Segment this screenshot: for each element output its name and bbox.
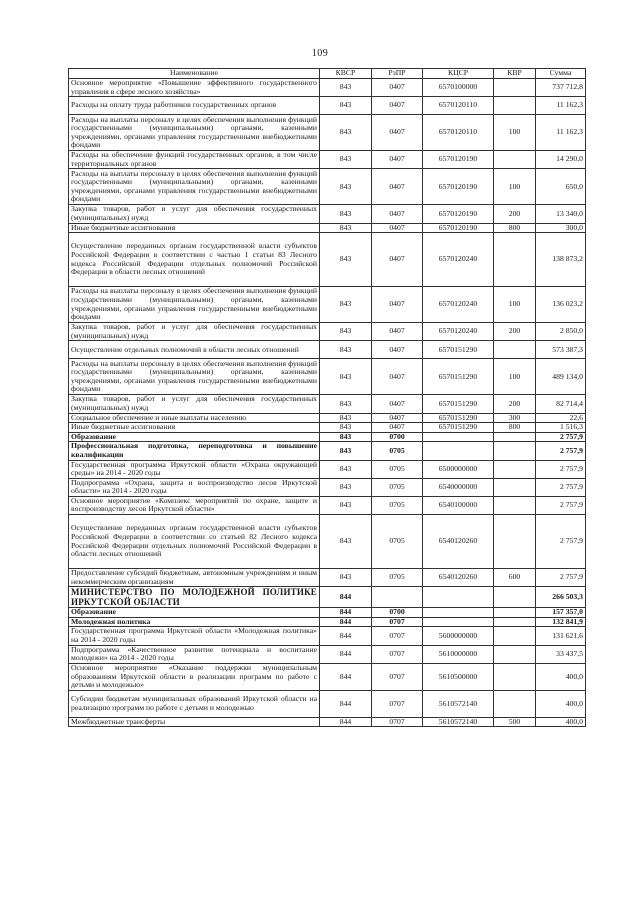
cell-kvr: 800 [494,423,536,433]
cell-name: МИНИСТЕРСТВО ПО МОЛОДЕЖНОЙ ПОЛИТИКЕ ИРКУТСКОЙ ОБЛАСТИ [69,587,320,608]
cell-kcsr: 6570120190 [423,223,494,233]
cell-kvsr: 843 [320,233,372,287]
table-row [69,287,586,323]
table-row [69,663,586,690]
cell-kvsr: 843 [320,442,372,460]
cell-kvr: 100 [494,287,536,323]
cell-rzpr: 0705 [372,569,423,587]
cell-kcsr [423,432,494,442]
cell-kvr [494,496,536,514]
table-row [69,627,586,645]
cell-kvsr: 843 [320,423,372,433]
cell-kvsr: 843 [320,478,372,496]
cell-kcsr: 6570151290 [423,359,494,395]
cell-kvr [494,690,536,717]
table-row [69,169,586,205]
cell-kcsr: 6570151290 [423,423,494,433]
cell-kvr [494,515,536,569]
cell-kvsr: 844 [320,717,372,727]
cell-kcsr [423,442,494,460]
cell-sum: 1 516,3 [536,423,586,433]
cell-kvr [494,151,536,169]
cell-rzpr: 0707 [372,690,423,717]
table-row [69,359,586,395]
cell-kvsr: 844 [320,608,372,618]
cell-name: Закупка товаров, работ и услуг для обеспечения государственных (муниципальных) нужд [69,395,320,413]
cell-name: Закупка товаров, работ и услуг для обеспечения государственных (муниципальных) нужд [69,323,320,341]
table-row [69,223,586,233]
cell-kcsr: 6570120240 [423,287,494,323]
cell-kvr: 800 [494,223,536,233]
cell-rzpr: 0407 [372,413,423,423]
cell-kvr: 500 [494,717,536,727]
cell-rzpr [372,587,423,608]
cell-rzpr: 0407 [372,287,423,323]
cell-rzpr: 0707 [372,645,423,663]
header-kvr: КВР [494,69,536,79]
cell-sum: 157 357,0 [536,608,586,618]
cell-sum: 138 873,2 [536,233,586,287]
cell-kvsr: 843 [320,359,372,395]
table-row [69,442,586,460]
cell-sum: 650,0 [536,169,586,205]
cell-kvr [494,478,536,496]
cell-name: Осуществление переданных органам государственной власти субъектов Российской Федерации в соответствии с частью 1 статьи 83 Лесного кодекса Российской Федерации отдельных полномочий Российской Федерации в области лесных отношений [69,233,320,287]
cell-kvr: 200 [494,323,536,341]
cell-rzpr: 0407 [372,151,423,169]
cell-kvr [494,663,536,690]
cell-name: Расходы на оплату труда работников государственных органов [69,97,320,115]
cell-name: Основное мероприятие «Оказание поддержки муниципальным образованиям Иркутской области в реализации программ по работе с детьми и молодежью» [69,663,320,690]
cell-kcsr: 6500000000 [423,460,494,478]
cell-rzpr: 0705 [372,460,423,478]
cell-name: Осуществление переданных органам государственной власти субъектов Российской Федерации в соответствии со статьей 82 Лесного кодекса Российской Федерации отдельных полномочий Российской Федерации в области лесных отношений [69,515,320,569]
cell-kcsr: 6570120190 [423,205,494,223]
header-kcsr: КЦСР [423,69,494,79]
cell-kvr [494,617,536,627]
cell-kvr [494,79,536,97]
cell-kcsr: 5610000000 [423,645,494,663]
table-row [69,423,586,433]
table-header-row [69,69,586,79]
cell-name: Государственная программа Иркутской области «Молодежная политика» на 2014 - 2020 годы [69,627,320,645]
cell-kvr: 300 [494,413,536,423]
cell-sum: 300,0 [536,223,586,233]
cell-rzpr: 0700 [372,432,423,442]
cell-sum: 400,0 [536,717,586,727]
table-row [69,97,586,115]
cell-kcsr: 6570151290 [423,413,494,423]
cell-sum: 13 340,0 [536,205,586,223]
cell-rzpr: 0707 [372,717,423,727]
cell-kvsr: 843 [320,79,372,97]
table-row [69,478,586,496]
cell-sum: 2 757,9 [536,478,586,496]
cell-kvsr: 843 [320,341,372,359]
cell-sum: 266 503,3 [536,587,586,608]
cell-kcsr: 6570120240 [423,323,494,341]
cell-kvsr: 843 [320,115,372,151]
cell-kvr [494,608,536,618]
cell-kcsr: 5610572140 [423,717,494,727]
cell-kvr: 100 [494,115,536,151]
cell-name: Субсидии бюджетам муниципальных образований Иркутской области на реализацию программ по работе с детьми и молодежью [69,690,320,717]
cell-name: Образование [69,608,320,618]
cell-rzpr: 0707 [372,627,423,645]
cell-kvsr: 844 [320,587,372,608]
cell-kvsr: 843 [320,515,372,569]
cell-name: Расходы на выплаты персоналу в целях обеспечения выполнения функций государственными (муниципальными) органами, казенными учреждениями, органами управления государственными внебюджетными фондами [69,287,320,323]
cell-kcsr: 5600000000 [423,627,494,645]
cell-rzpr: 0407 [372,169,423,205]
cell-sum: 131 621,6 [536,627,586,645]
cell-rzpr: 0407 [372,423,423,433]
cell-name: Иные бюджетные ассигнования [69,423,320,433]
header-kvsr: КВСР [320,69,372,79]
cell-kvsr: 843 [320,287,372,323]
cell-kvsr: 843 [320,323,372,341]
cell-rzpr: 0707 [372,617,423,627]
cell-sum: 2 757,9 [536,432,586,442]
cell-name: Осуществление отдельных полномочий в области лесных отношений [69,341,320,359]
cell-name: Иные бюджетные ассигнования [69,223,320,233]
cell-kcsr: 6540120260 [423,515,494,569]
cell-name: Молодежная политика [69,617,320,627]
cell-kcsr: 6540120260 [423,569,494,587]
cell-sum: 2 757,9 [536,569,586,587]
table-row [69,569,586,587]
cell-sum: 14 290,0 [536,151,586,169]
table-row [69,151,586,169]
cell-kvsr: 843 [320,496,372,514]
header-name: Наименование [69,69,320,79]
table-row [69,515,586,569]
cell-sum: 136 023,2 [536,287,586,323]
cell-rzpr: 0407 [372,395,423,413]
cell-kcsr: 6570151290 [423,395,494,413]
cell-kvsr: 843 [320,97,372,115]
cell-rzpr: 0705 [372,496,423,514]
table-row [69,690,586,717]
cell-sum: 400,0 [536,690,586,717]
cell-kvr [494,341,536,359]
cell-rzpr: 0407 [372,205,423,223]
cell-name: Государственная программа Иркутской области «Охрана окружающей среды» на 2014 - 2020 годы [69,460,320,478]
cell-name: Социальное обеспечение и иные выплаты населению [69,413,320,423]
cell-name: Подпрограмма «Охрана, защита и воспроизводство лесов Иркутской области» на 2014 - 2020 годы [69,478,320,496]
cell-kcsr [423,608,494,618]
cell-kvsr: 844 [320,663,372,690]
table-row [69,341,586,359]
cell-rzpr: 0705 [372,442,423,460]
cell-kvr: 100 [494,169,536,205]
table-row [69,608,586,618]
cell-kvsr: 843 [320,569,372,587]
cell-kvr [494,442,536,460]
cell-kcsr: 6570120110 [423,115,494,151]
cell-rzpr: 0407 [372,97,423,115]
table-row [69,233,586,287]
cell-kcsr: 6570120110 [423,97,494,115]
table-row [69,617,586,627]
cell-kcsr: 5610572140 [423,690,494,717]
table-row [69,79,586,97]
cell-name: Расходы на выплаты персоналу в целях обеспечения выполнения функций государственными (муниципальными) органами, казенными учреждениями, органами управления государственными внебюджетными фондами [69,359,320,395]
cell-kvr: 600 [494,569,536,587]
cell-kvsr: 844 [320,617,372,627]
cell-kvr: 200 [494,205,536,223]
cell-kcsr: 5610500000 [423,663,494,690]
cell-sum: 573 387,3 [536,341,586,359]
cell-kvr: 100 [494,359,536,395]
cell-sum: 2 850,0 [536,323,586,341]
table-row [69,432,586,442]
cell-kcsr [423,587,494,608]
cell-kcsr: 6570100000 [423,79,494,97]
table-row [69,496,586,514]
table-row [69,413,586,423]
cell-sum: 33 437,5 [536,645,586,663]
cell-sum: 2 757,9 [536,496,586,514]
cell-kvsr: 843 [320,413,372,423]
cell-rzpr: 0407 [372,79,423,97]
cell-name: Расходы на выплаты персоналу в целях обеспечения выполнения функций государственными (муниципальными) органами, казенными учреждениями, органами управления государственными внебюджетными фондами [69,169,320,205]
cell-kcsr: 6570120190 [423,151,494,169]
cell-kvsr: 843 [320,223,372,233]
cell-name: Межбюджетные трансферты [69,717,320,727]
cell-rzpr: 0407 [372,115,423,151]
table-row [69,717,586,727]
cell-rzpr: 0407 [372,341,423,359]
cell-name: Расходы на выплаты персоналу в целях обеспечения выполнения функций государственными (муниципальными) органами, казенными учреждениями, органами управления государственными внебюджетными фондами [69,115,320,151]
cell-rzpr: 0707 [372,663,423,690]
table-row [69,205,586,223]
cell-name: Основное мероприятие «Повышение эффективного государственного управления в сфере лесного хозяйства» [69,79,320,97]
cell-sum: 82 714,4 [536,395,586,413]
cell-rzpr: 0705 [372,515,423,569]
table-row [69,645,586,663]
header-sum: Сумма [536,69,586,79]
cell-kvr [494,587,536,608]
cell-rzpr: 0407 [372,233,423,287]
cell-kcsr: 6540100000 [423,496,494,514]
table-row [69,115,586,151]
cell-kcsr [423,617,494,627]
cell-name: Расходы на обеспечение функций государственных органов, в том числе территориальных органов [69,151,320,169]
cell-sum: 2 757,9 [536,460,586,478]
cell-kcsr: 6570120190 [423,169,494,205]
header-rzpr: РзПР [372,69,423,79]
cell-sum: 11 162,3 [536,115,586,151]
page-number: 109 [311,48,329,59]
table-row [69,395,586,413]
cell-rzpr: 0700 [372,608,423,618]
cell-rzpr: 0705 [372,478,423,496]
cell-kvr [494,233,536,287]
cell-name: Профессиональная подготовка, переподготовка и повышение квалификации [69,442,320,460]
cell-name: Закупка товаров, работ и услуг для обеспечения государственных (муниципальных) нужд [69,205,320,223]
cell-sum: 132 841,9 [536,617,586,627]
table-body [69,79,586,727]
cell-rzpr: 0407 [372,223,423,233]
cell-kvr: 200 [494,395,536,413]
cell-kcsr: 6570120240 [423,233,494,287]
cell-kvr [494,460,536,478]
cell-kvr [494,97,536,115]
table-row [69,587,586,608]
cell-sum: 2 757,9 [536,442,586,460]
cell-sum: 2 757,9 [536,515,586,569]
cell-kvsr: 843 [320,151,372,169]
table-row [69,460,586,478]
cell-name: Образование [69,432,320,442]
cell-kvsr: 844 [320,627,372,645]
cell-sum: 400,0 [536,663,586,690]
cell-kcsr: 6570151290 [423,341,494,359]
cell-kvsr: 843 [320,395,372,413]
cell-kvsr: 843 [320,432,372,442]
cell-kvsr: 844 [320,645,372,663]
cell-kvr [494,645,536,663]
cell-sum: 22,6 [536,413,586,423]
cell-rzpr: 0407 [372,323,423,341]
cell-name: Предоставление субсидий бюджетным, автономным учреждениям и иным некоммерческим организациям [69,569,320,587]
budget-table [68,68,586,727]
cell-kvsr: 843 [320,169,372,205]
cell-kvsr: 844 [320,690,372,717]
cell-kvsr: 843 [320,205,372,223]
cell-kvr [494,627,536,645]
table-row [69,323,586,341]
cell-sum: 737 712,8 [536,79,586,97]
cell-sum: 489 134,0 [536,359,586,395]
cell-sum: 11 162,3 [536,97,586,115]
cell-kvsr: 843 [320,460,372,478]
cell-kvr [494,432,536,442]
cell-name: Подпрограмма «Качественное развитие потенциала и воспитание молодежи» на 2014 - 2020 годы [69,645,320,663]
cell-kcsr: 6540000000 [423,478,494,496]
cell-rzpr: 0407 [372,359,423,395]
cell-name: Основное мероприятие «Комплекс мероприятий по охране, защите и воспроизводству лесов Иркутской области» [69,496,320,514]
